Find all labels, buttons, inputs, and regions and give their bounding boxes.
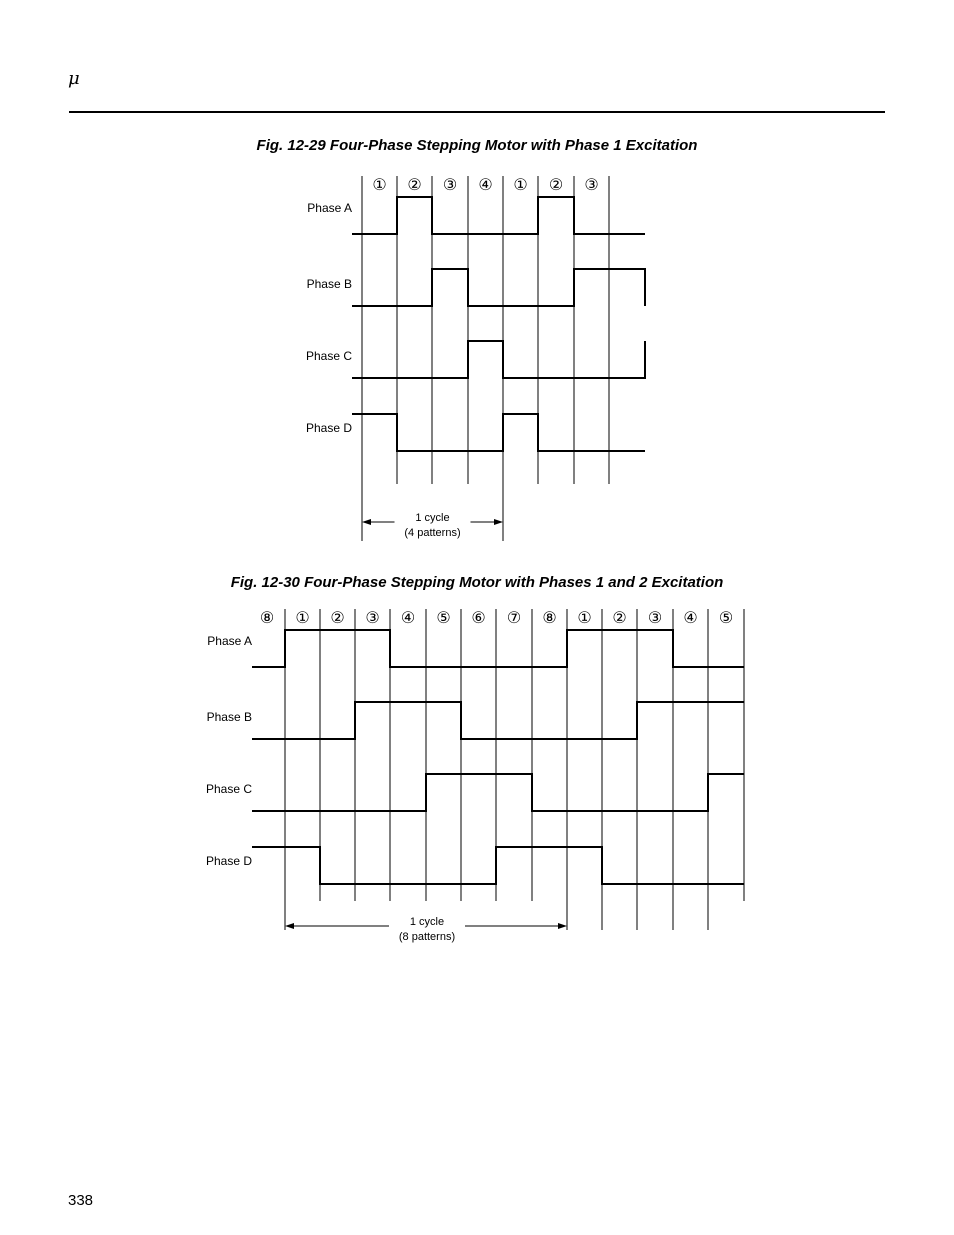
step-label: ④ [683,610,698,627]
phase-label: Phase A [207,634,252,648]
step-label: ① [513,177,528,194]
cycle-arrow-right [558,923,567,929]
cycle-label: 1 cycle [409,916,445,928]
step-label: ④ [400,610,416,627]
fig2-title: Fig. 12-30 Four-Phase Stepping Motor with Phases 1 and 2 Excitation [230,574,724,591]
fig2-cycle-marker [285,914,567,944]
phase-label: Phase C [205,782,252,796]
phase-waveform [252,774,744,811]
phase-label: Phase D [305,421,352,435]
step-label: ③ [442,177,458,194]
phase-label: Phase D [205,854,252,868]
header-symbol: μ [68,68,80,89]
phase-waveform [252,702,744,739]
step-label: ② [612,610,627,627]
phase-waveform [252,847,744,884]
step-label: ④ [478,177,493,194]
phase-label: Phase C [305,349,352,363]
cycle-arrow-left [285,923,294,929]
page-number: 338 [68,1192,94,1209]
phase-waveform [252,630,744,667]
phase-label: Phase B [306,277,352,291]
step-label: ① [577,610,592,627]
step-label: ③ [584,177,599,194]
step-label: ⑧ [542,610,557,627]
step-label: ② [548,177,564,194]
step-label: ⑧ [259,610,275,627]
step-label: ③ [647,610,663,627]
step-label: ① [295,610,310,627]
fig2-phase-labels [206,634,252,868]
phase-label: Phase B [206,710,252,724]
step-label: ⑤ [718,610,734,627]
step-label: ① [372,177,387,194]
cycle-label: 1 cycle [415,512,450,524]
step-label: ② [330,610,345,627]
fig1-title: Fig. 12-29 Four-Phase Stepping Motor with Phase 1 Excitation [256,137,698,154]
cycle-pattern-count: (8 patterns) [398,931,456,943]
step-label: ③ [365,610,380,627]
step-label: ⑦ [506,610,522,627]
step-label: ⑤ [436,610,451,627]
cycle-pattern-count: (4 patterns) [404,527,461,539]
fig2-waveforms [252,630,744,884]
phase-label: Phase A [307,201,352,215]
step-label: ② [407,177,422,194]
step-label: ⑥ [471,610,486,627]
